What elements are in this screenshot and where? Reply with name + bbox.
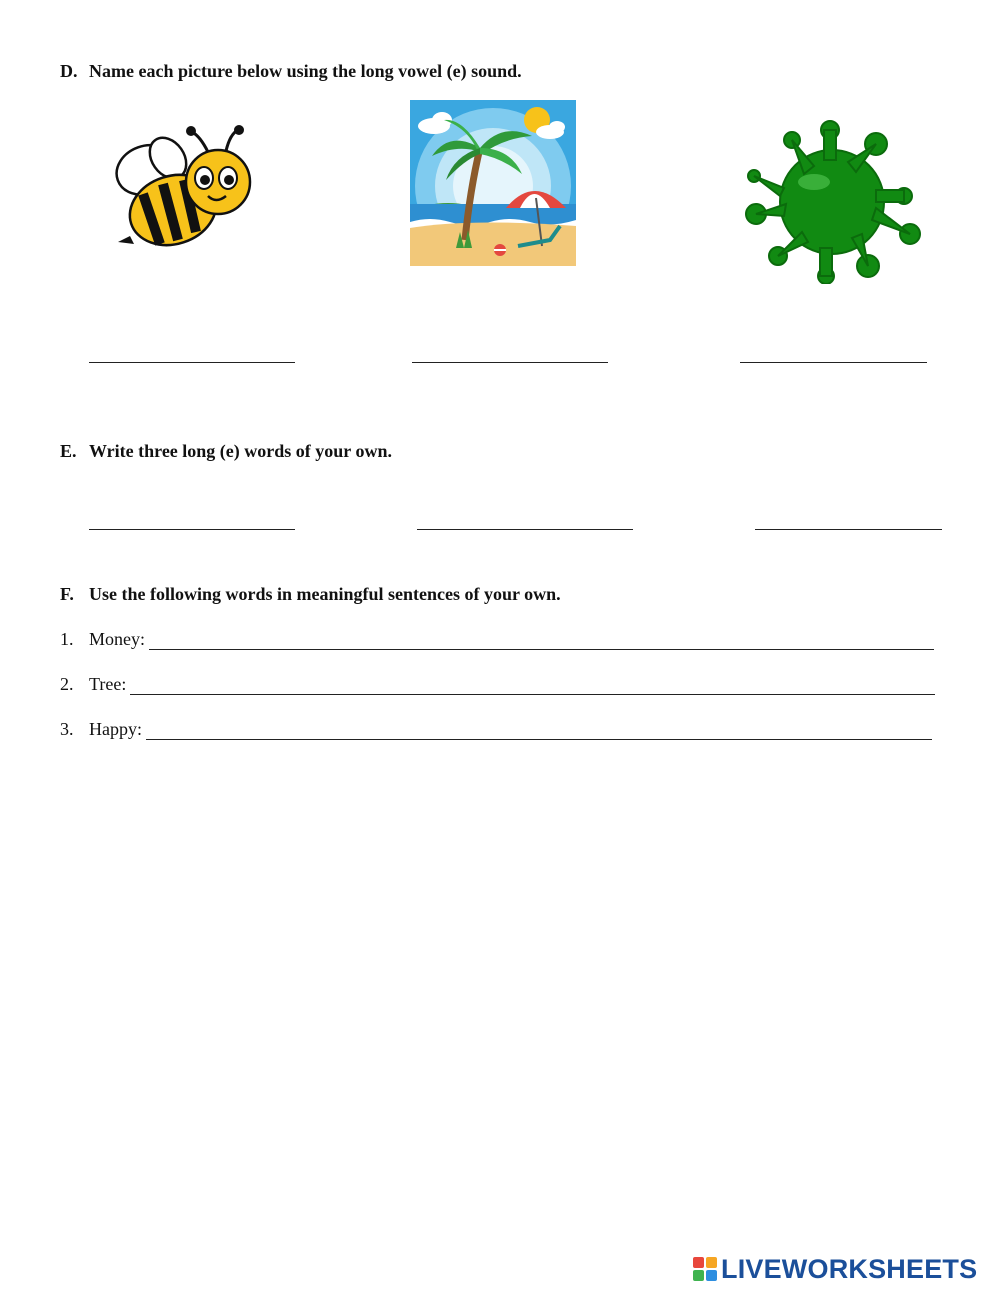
answer-line-d-3[interactable]	[740, 362, 927, 363]
answer-line-d-1[interactable]	[89, 362, 295, 363]
section-f-instruction: Use the following words in meaningful sentences of your own.	[89, 584, 561, 604]
section-d-instruction: Name each picture below using the long vowel (e) sound.	[89, 61, 522, 81]
section-d-heading	[60, 61, 522, 82]
section-f-heading	[60, 584, 561, 605]
sentence-number: 3.	[60, 719, 74, 739]
section-e-instruction: Write three long (e) words of your own.	[89, 441, 392, 461]
green-splat-icon	[744, 116, 922, 284]
section-e-heading	[60, 441, 392, 462]
sentence-answer-line-1[interactable]	[149, 631, 934, 650]
section-f-letter: F.	[60, 584, 74, 604]
brand-name: LIVEWORKSHEETS	[721, 1254, 978, 1284]
liveworksheets-brand[interactable]	[693, 1255, 977, 1283]
answer-line-e-2[interactable]	[417, 529, 633, 530]
sentence-word: Happy:	[89, 719, 142, 739]
sentence-item-3	[60, 719, 932, 740]
sentence-word: Money:	[89, 629, 145, 649]
sentence-word: Tree:	[89, 674, 127, 694]
section-e-letter: E.	[60, 441, 77, 461]
sentence-item-1	[60, 629, 934, 650]
sentence-item-2	[60, 674, 935, 695]
liveworksheets-logo-icon	[693, 1257, 717, 1281]
bee-icon	[108, 118, 258, 256]
section-d-letter: D.	[60, 61, 78, 81]
sentence-number: 2.	[60, 674, 74, 694]
answer-line-e-3[interactable]	[755, 529, 942, 530]
beach-icon	[410, 100, 576, 266]
answer-line-e-1[interactable]	[89, 529, 295, 530]
sentence-answer-line-3[interactable]	[146, 721, 932, 740]
sentence-answer-line-2[interactable]	[130, 676, 935, 695]
sentence-number: 1.	[60, 629, 74, 649]
answer-line-d-2[interactable]	[412, 362, 608, 363]
